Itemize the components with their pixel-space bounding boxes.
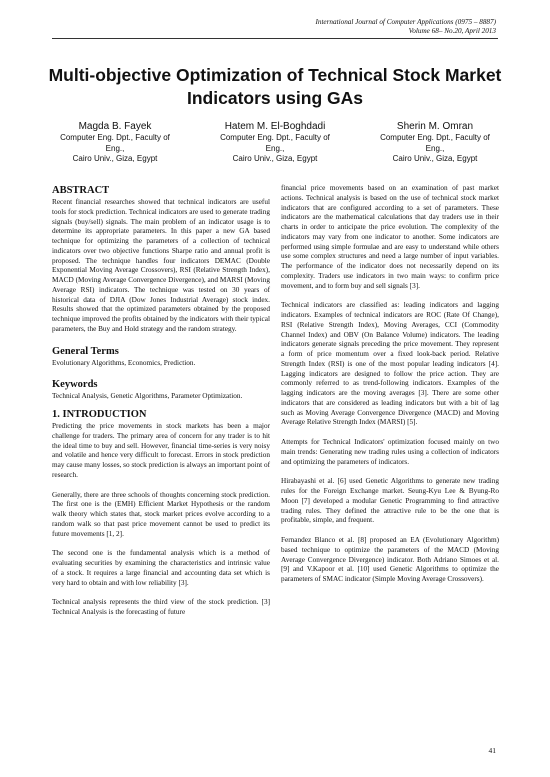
body-paragraph: Attempts for Technical Indicators' optimization focused mainly on two main trends: Generating new trading rules using a collection of indicators and optimizing the parameters of indicators. bbox=[281, 438, 499, 466]
page-number: 41 bbox=[488, 746, 496, 755]
journal-header bbox=[315, 18, 496, 36]
title-line-2: Indicators using GAs bbox=[187, 88, 363, 108]
keywords-text: Technical Analysis, Genetic Algorithms, Parameter Optimization. bbox=[52, 392, 243, 401]
author-2 bbox=[200, 120, 350, 165]
body-paragraph: Hirabayashi et al. [6] used Genetic Algorithms to generate new trading rules for the Foreign Exchange market. Seung-Kyu Lee & Byung-Ro Moon [7] developed a modular Genetic Programming to find attractive trading rules. They defined the attractive rule to be the one that is profitable, simple, and frequent. bbox=[281, 477, 499, 525]
journal-volume: Volume 68– No.20, April 2013 bbox=[408, 27, 496, 35]
body-paragraph: Fernandez Blanco et al. [8] proposed an EA (Evolutionary Algorithm) based technique to optimize the parameters of the MACD (Moving Average Convergence Divergence) indicator. Both Adriano Simoes et al. [9] and V.Kapoor et al. [10] used Genetic Algorithms to optimize the parameters of SMAC indicator (Simple Moving Average Crossovers). bbox=[281, 536, 499, 583]
paper-title bbox=[40, 64, 510, 110]
journal-name: International Journal of Computer Applications (0975 – 8887) bbox=[315, 18, 496, 26]
author-affiliation: Computer Eng. Dpt., Faculty of bbox=[220, 133, 330, 142]
intro-paragraph: Generally, there are three schools of thoughts concerning stock prediction. The first one is the (EMH) Efficient Market Hypothesis or the random walk theory which states that, stock market prices evolve according to a random walk so that past price movement cannot be used to predict its future movements [1, 2]. bbox=[52, 490, 270, 538]
author-affiliation: Eng., bbox=[105, 143, 125, 153]
intro-paragraph: Predicting the price movements in stock markets has been a major challenge for traders. The primary area of concern for any trader is to hit the ideal time to buy and sell. However, financial time-series is very noisy and volatile and hence very difficult to forecast. Errors in stock prediction may cause many losses, so stock prediction is always an important point of research. bbox=[52, 422, 270, 479]
author-affiliation: Cairo Univ., Giza, Egypt bbox=[392, 154, 478, 163]
title-line-1: Multi-objective Optimization of Technical Stock Market bbox=[48, 65, 502, 85]
body-paragraph: Technical indicators are classified as: leading indicators and lagging indicators. Examples of technical indicators are ROC (Rate Of Change), RSI (Relative Strength Index), Moving Averages, CCI (Commodity Channel Index) and OBV (On Balance Volume) indicators. The leading indicators generate signals preceding the price movement. They represent a form of price momentum over a fixed look-back period. Relative Strength Index (RSI) is one of the most popular leading indicators [4]. Lagging indicators are designed to follow the price action. They are commonly referred to as trend-following indicators. Examples of the lagging indicators are the moving averages [3]. There are some other indicators that are considered as leading indicators but with a bit of lag such as Moving Average Convergence Divergence (MACD) and Moving Average Relative Strength Index (MARSI) [5]. bbox=[281, 301, 499, 427]
author-affiliation: Eng., bbox=[265, 143, 285, 153]
author-affiliation: Cairo Univ., Giza, Egypt bbox=[232, 154, 318, 163]
general-terms-heading: General Terms bbox=[52, 345, 119, 357]
introduction-heading: 1. INTRODUCTION bbox=[52, 409, 147, 420]
author-3 bbox=[360, 120, 510, 165]
intro-paragraph: Technical analysis represents the third view of the stock prediction. [3] Technical Analysis is the forecasting of future bbox=[52, 598, 270, 616]
header-rule bbox=[52, 38, 498, 39]
keywords-heading: Keywords bbox=[52, 379, 98, 391]
abstract-text: Recent financial researches showed that technical indicators are useful tools for stock prediction. Technical indicators are used to generate trading signals (buy/sell) signals. The main problem of an indicator usage is to determine its appropriate parameters. In this paper a new GA based technique for optimizing the parameters of a collection of technical indicators over two objective functions Sharpe ratio and annual profit is proposed. The technique handles four indicators DEMAC (Double Exponential Moving Average Crossovers), RSI (Relative Strength Index), MACD (Moving Average Convergence Divergence), and MARSI (Moving Average RSI) indicators. The technique was tested on 30 years of historical data of DJIA (Dow Jones Industrial Average) stock index. Results showed that the optimized parameters obtained by the proposed technique improved the profits obtained by the indicators with their typical parameters, the Buy and Hold strategy and the random strategy. bbox=[52, 198, 270, 333]
author-name: Magda B. Fayek bbox=[78, 121, 152, 132]
body-paragraph: financial price movements based on an examination of past market actions. Technical analysis is based on the use of technical stock market indicators that are configured according to a set of parameters. These indicators are the mathematical calculations that day traders use in their charts in order to anticipate the price evolution. The complexity of the indicators may vary from one indicator to another. Some indicators are performed using simple formulae and are easy to understand while others use some complex structures and need a large number of input variables. The performance of the indicator does not necessarily depend on its complexity. Traders use indicators in two main ways: to confirm price movement, and to form buy and sell signals [3]. bbox=[281, 184, 499, 290]
intro-paragraph: The second one is the fundamental analysis which is a method of evaluating securities by examining the characteristics and intrinsic value of a stock. It requires a large financial and accounting data set which is very hard to obtain and with low reliability [3]. bbox=[52, 549, 270, 587]
author-name: Sherin M. Omran bbox=[396, 121, 474, 132]
right-column bbox=[281, 184, 499, 585]
author-1 bbox=[40, 120, 190, 165]
abstract-heading: ABSTRACT bbox=[52, 185, 110, 196]
author-affiliation: Eng., bbox=[425, 143, 445, 153]
author-block bbox=[40, 120, 510, 166]
author-affiliation: Cairo Univ., Giza, Egypt bbox=[72, 154, 158, 163]
author-affiliation: Computer Eng. Dpt., Faculty of bbox=[60, 133, 170, 142]
left-column bbox=[52, 184, 270, 618]
author-name: Hatem M. El-Boghdadi bbox=[224, 121, 326, 132]
general-terms-text: Evolutionary Algorithms, Economics, Prediction. bbox=[52, 358, 196, 367]
author-affiliation: Computer Eng. Dpt., Faculty of bbox=[380, 133, 490, 142]
